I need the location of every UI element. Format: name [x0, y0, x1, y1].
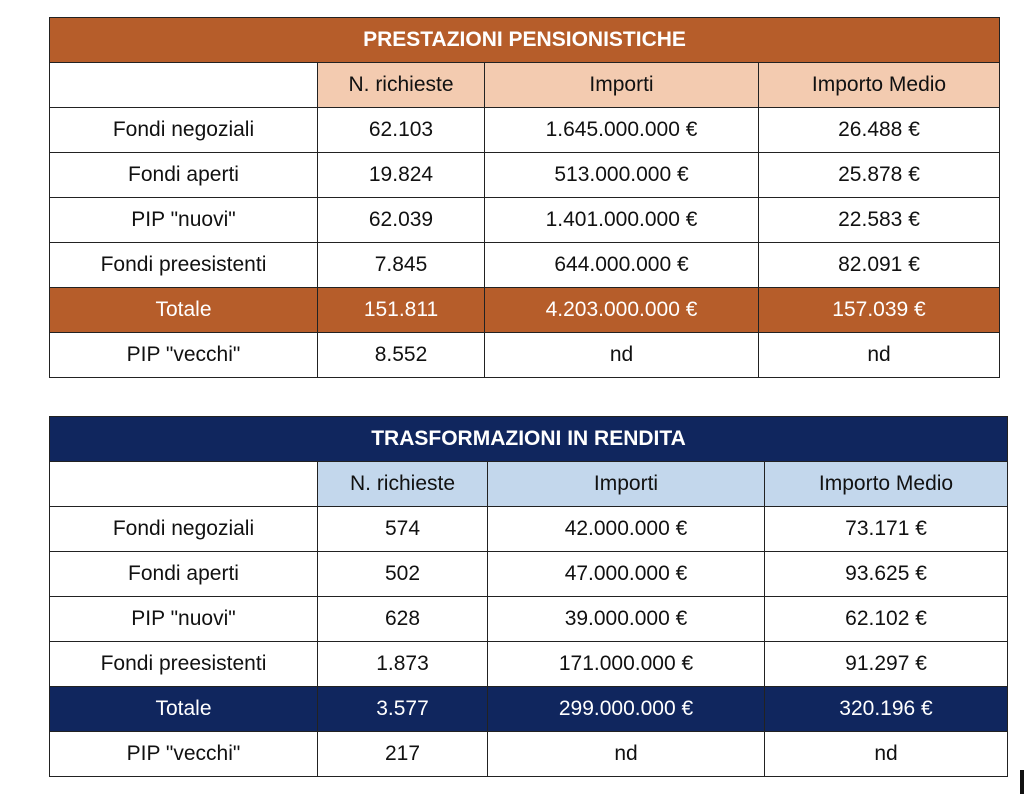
cell-average: 73.171 €: [765, 507, 1008, 552]
cell-requests: 217: [318, 732, 488, 777]
row-label: Totale: [50, 687, 318, 732]
table-row: [50, 153, 1000, 198]
cell-average: 26.488 €: [759, 108, 1000, 153]
row-label: Fondi preesistenti: [50, 642, 318, 687]
pension-benefits-table: [49, 17, 1000, 378]
cell-requests: 574: [318, 507, 488, 552]
cell-requests: 151.811: [318, 288, 485, 333]
cell-average: nd: [765, 732, 1008, 777]
edge-mark: [1020, 770, 1024, 794]
cell-amount: 42.000.000 €: [488, 507, 765, 552]
cell-amount: nd: [488, 732, 765, 777]
cell-average: 93.625 €: [765, 552, 1008, 597]
cell-requests: 3.577: [318, 687, 488, 732]
cell-average: 82.091 €: [759, 243, 1000, 288]
cell-average: 320.196 €: [765, 687, 1008, 732]
cell-average: 157.039 €: [759, 288, 1000, 333]
cell-amount: 4.203.000.000 €: [485, 288, 759, 333]
cell-requests: 62.039: [318, 198, 485, 243]
table-row: [50, 333, 1000, 378]
table-row: [50, 198, 1000, 243]
total-row: [50, 687, 1008, 732]
cell-amount: 171.000.000 €: [488, 642, 765, 687]
row-label: PIP "nuovi": [50, 198, 318, 243]
column-header-average: Importo Medio: [765, 462, 1008, 507]
column-header-requests: N. richieste: [318, 63, 485, 108]
cell-average: 25.878 €: [759, 153, 1000, 198]
total-row: [50, 288, 1000, 333]
cell-amount: 513.000.000 €: [485, 153, 759, 198]
cell-amount: 47.000.000 €: [488, 552, 765, 597]
cell-amount: 644.000.000 €: [485, 243, 759, 288]
column-header-amounts: Importi: [485, 63, 759, 108]
cell-requests: 628: [318, 597, 488, 642]
corner-cell: [50, 462, 318, 507]
table-row: [50, 732, 1008, 777]
table-row: [50, 507, 1008, 552]
column-header-average: Importo Medio: [759, 63, 1000, 108]
cell-requests: 7.845: [318, 243, 485, 288]
row-label: Fondi preesistenti: [50, 243, 318, 288]
cell-amount: 1.645.000.000 €: [485, 108, 759, 153]
cell-amount: 1.401.000.000 €: [485, 198, 759, 243]
cell-average: 62.102 €: [765, 597, 1008, 642]
cell-requests: 62.103: [318, 108, 485, 153]
cell-average: 91.297 €: [765, 642, 1008, 687]
cell-requests: 19.824: [318, 153, 485, 198]
table-row: [50, 243, 1000, 288]
table-row: [50, 108, 1000, 153]
row-label: PIP "nuovi": [50, 597, 318, 642]
corner-cell: [50, 63, 318, 108]
table-title: TRASFORMAZIONI IN RENDITA: [50, 417, 1008, 462]
annuity-conversions-table: [49, 416, 1008, 777]
cell-requests: 1.873: [318, 642, 488, 687]
cell-amount: 299.000.000 €: [488, 687, 765, 732]
cell-average: nd: [759, 333, 1000, 378]
row-label: PIP "vecchi": [50, 333, 318, 378]
row-label: PIP "vecchi": [50, 732, 318, 777]
cell-amount: nd: [485, 333, 759, 378]
row-label: Totale: [50, 288, 318, 333]
cell-requests: 502: [318, 552, 488, 597]
row-label: Fondi aperti: [50, 153, 318, 198]
row-label: Fondi negoziali: [50, 108, 318, 153]
cell-average: 22.583 €: [759, 198, 1000, 243]
column-header-amounts: Importi: [488, 462, 765, 507]
row-label: Fondi negoziali: [50, 507, 318, 552]
cell-amount: 39.000.000 €: [488, 597, 765, 642]
cell-requests: 8.552: [318, 333, 485, 378]
table-row: [50, 597, 1008, 642]
table-row: [50, 552, 1008, 597]
table-title: PRESTAZIONI PENSIONISTICHE: [50, 18, 1000, 63]
row-label: Fondi aperti: [50, 552, 318, 597]
table-row: [50, 642, 1008, 687]
column-header-requests: N. richieste: [318, 462, 488, 507]
